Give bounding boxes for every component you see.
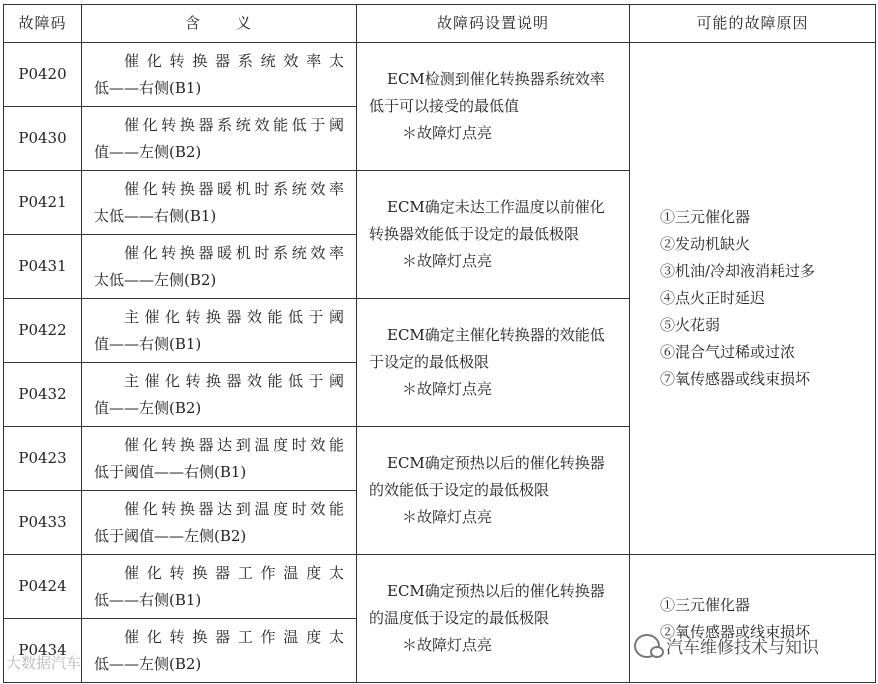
header-description: 故障码设置说明 (357, 5, 630, 43)
meaning-line: 主催化转换器效能低于阈 (124, 371, 344, 390)
fault-meaning (82, 43, 357, 107)
meaning-line: 低——左侧(B2) (94, 654, 202, 673)
cause-item: ⑤火花弱 (660, 316, 721, 334)
meaning-line: 催化转换器达到温度时效能 (124, 499, 344, 518)
meaning-line: 催化转换器系统效能低于阈 (124, 115, 344, 134)
possible-causes (630, 555, 876, 683)
fault-code: P0434 (4, 619, 82, 683)
table-row (4, 43, 876, 107)
meaning-line: 催化转换器工作温度太 (124, 627, 344, 646)
fault-meaning (82, 491, 357, 555)
meaning-line: 值——左侧(B2) (94, 142, 202, 161)
fault-meaning (82, 427, 357, 491)
wechat-logo-icon (634, 634, 660, 658)
meaning-line: 催化转换器工作温度太 (124, 563, 344, 582)
cause-item: ⑦氧传感器或线束损坏 (660, 370, 811, 388)
description-note: ＊故障灯点亮 (402, 252, 493, 270)
table-row (4, 555, 876, 619)
meaning-line: 太低——右侧(B1) (94, 206, 217, 225)
watermark-text: 汽车维修技术与知识 (666, 638, 819, 658)
meaning-line: 催化转换器暖机时系统效率 (124, 179, 344, 198)
fault-code: P0421 (4, 171, 82, 235)
fault-code: P0431 (4, 235, 82, 299)
description-note: ＊故障灯点亮 (402, 124, 493, 142)
meaning-line: 主催化转换器效能低于阈 (124, 307, 344, 326)
description-text: ECM确定未达工作温度以前催化转换器效能低于设定的最低极限 (369, 198, 605, 243)
meaning-line: 低——右侧(B1) (94, 590, 202, 609)
header-meaning: 含 义 (82, 5, 357, 43)
fault-code: P0420 (4, 43, 82, 107)
description-note: ＊故障灯点亮 (402, 636, 493, 654)
cause-item: ②发动机缺火 (660, 235, 751, 253)
fault-meaning (82, 235, 357, 299)
meaning-line: 低——右侧(B1) (94, 78, 202, 97)
fault-description (357, 171, 630, 299)
description-text: ECM确定预热以后的催化转换器的温度低于设定的最低极限 (369, 582, 605, 627)
description-text: ECM确定主催化转换器的效能低于设定的最低极限 (369, 326, 605, 371)
fault-meaning (82, 171, 357, 235)
fault-code: P0432 (4, 363, 82, 427)
fault-meaning (82, 619, 357, 683)
meaning-line: 值——右侧(B1) (94, 334, 202, 353)
meaning-line: 太低——左侧(B2) (94, 270, 217, 289)
meaning-line: 值——左侧(B2) (94, 398, 202, 417)
fault-meaning (82, 555, 357, 619)
meaning-line: 催化转换器暖机时系统效率 (124, 243, 344, 262)
fault-code: P0433 (4, 491, 82, 555)
possible-causes (630, 43, 876, 555)
fault-meaning (82, 107, 357, 171)
meaning-line: 低于阈值——右侧(B1) (94, 462, 247, 481)
header-row (4, 5, 876, 43)
fault-description (357, 555, 630, 683)
fault-description (357, 299, 630, 427)
fault-code: P0423 (4, 427, 82, 491)
watermark-right (634, 633, 819, 658)
cause-item: ④点火正时延迟 (660, 289, 766, 307)
fault-code: P0430 (4, 107, 82, 171)
meaning-line: 催化转换器达到温度时效能 (124, 435, 344, 454)
watermark-left: 大数据汽车 (6, 654, 82, 672)
header-causes: 可能的故障原因 (630, 5, 876, 43)
description-text: ECM检测到催化转换器系统效率低于可以接受的最低值 (369, 70, 605, 115)
fault-code-table (3, 4, 876, 683)
meaning-line: 低于阈值——左侧(B2) (94, 526, 247, 545)
cause-item: ②氧传感器或线束损坏 (660, 622, 811, 641)
fault-code: P0424 (4, 555, 82, 619)
description-note: ＊故障灯点亮 (402, 508, 493, 526)
cause-item: ①三元催化器 (660, 595, 751, 614)
meaning-line: 催化转换器系统效率太 (124, 51, 344, 70)
fault-description (357, 427, 630, 555)
fault-meaning (82, 363, 357, 427)
cause-item: ③机油/冷却液消耗过多 (660, 262, 816, 280)
cause-item: ⑥混合气过稀或过浓 (660, 343, 796, 361)
fault-meaning (82, 299, 357, 363)
fault-code: P0422 (4, 299, 82, 363)
fault-description (357, 43, 630, 171)
description-note: ＊故障灯点亮 (402, 380, 493, 398)
cause-item: ①三元催化器 (660, 208, 751, 226)
header-code: 故障码 (4, 5, 82, 43)
description-text: ECM确定预热以后的催化转换器的效能低于设定的最低极限 (369, 454, 605, 499)
